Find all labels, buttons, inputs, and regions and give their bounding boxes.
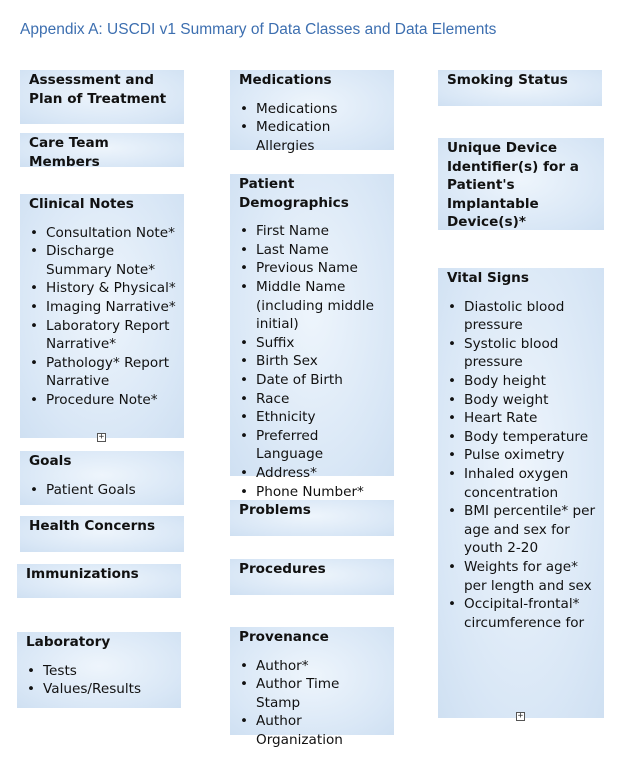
data-class-heading: Laboratory	[26, 634, 111, 650]
data-element-item: • Occipital-frontal* circumference for	[447, 595, 596, 632]
data-element-list	[29, 224, 176, 410]
data-element-item: • Author Time Stamp	[239, 675, 386, 712]
data-class-box-procedures	[230, 559, 394, 595]
data-class-box-clinical-notes	[20, 194, 184, 438]
data-element-item: • Medication Allergies	[239, 118, 386, 155]
data-element-item: • Pulse oximetry	[447, 446, 596, 465]
data-class-heading: Care Team Members	[29, 135, 109, 170]
data-element-item: • Procedure Note*	[29, 391, 176, 410]
data-class-heading: Assessment and Plan of Treatment	[29, 72, 167, 107]
data-element-list	[29, 481, 176, 500]
data-element-item: • Body weight	[447, 391, 596, 410]
data-class-heading: Patient Demographics	[239, 176, 349, 211]
data-element-item: • Laboratory Report Narrative*	[29, 317, 176, 354]
data-class-heading: Procedures	[239, 561, 326, 577]
data-element-list	[26, 662, 173, 699]
data-element-item: • First Name	[239, 222, 386, 241]
data-element-list	[239, 222, 386, 501]
data-class-box-immunizations	[17, 564, 181, 598]
data-class-heading: Smoking Status	[447, 72, 568, 88]
data-element-item: • Author*	[239, 657, 386, 676]
data-element-item: • Imaging Narrative*	[29, 298, 176, 317]
data-element-item: • Last Name	[239, 241, 386, 260]
data-element-item: • Birth Sex	[239, 352, 386, 371]
data-element-item: • Consultation Note*	[29, 224, 176, 243]
data-element-item: • Discharge Summary Note*	[29, 242, 176, 279]
data-element-item: • Ethnicity	[239, 408, 386, 427]
data-element-item: • Race	[239, 390, 386, 409]
data-class-heading: Health Concerns	[29, 518, 156, 534]
data-class-box-patient-demographics	[230, 174, 394, 500]
data-element-item: • Previous Name	[239, 259, 386, 278]
data-class-heading: Vital Signs	[447, 270, 529, 286]
data-element-item: • Tests	[26, 662, 173, 681]
data-class-box-vital-signs	[438, 268, 604, 718]
data-element-item: • Values/Results	[26, 680, 173, 699]
data-class-heading: Provenance	[239, 629, 329, 645]
data-element-item: • Body height	[447, 372, 596, 391]
data-element-item: • Suffix	[239, 334, 386, 353]
page-title: Appendix A: USCDI v1 Summary of Data Classes and Data Elements	[20, 21, 497, 38]
expand-plus-icon[interactable]: +	[98, 432, 105, 442]
data-element-item: • Systolic blood pressure	[447, 335, 596, 372]
data-element-item: • History & Physical*	[29, 279, 176, 298]
data-class-box-laboratory	[17, 632, 181, 708]
data-class-heading: Immunizations	[26, 566, 139, 582]
data-element-item: • Pathology* Report Narrative	[29, 354, 176, 391]
data-element-item: • Heart Rate	[447, 409, 596, 428]
data-element-item: • Medications	[239, 100, 386, 119]
data-element-item: • Body temperature	[447, 428, 596, 447]
data-element-item: • Patient Goals	[29, 481, 176, 500]
data-class-heading: Clinical Notes	[29, 196, 134, 212]
data-element-item: • BMI percentile* per age and sex for youth 2-20	[447, 502, 596, 558]
data-element-list	[239, 657, 386, 750]
data-element-item: • Preferred Language	[239, 427, 386, 464]
data-element-item: • Address*	[239, 464, 386, 483]
data-class-box-care-team-members	[20, 133, 184, 170]
data-class-box-provenance	[230, 627, 394, 748]
data-element-list	[239, 100, 386, 156]
data-element-item: • Author Organization	[239, 712, 386, 749]
data-class-box-problems	[230, 500, 394, 536]
data-element-list	[447, 298, 596, 633]
data-class-box-health-concerns	[20, 516, 184, 552]
data-class-heading: Medications	[239, 72, 332, 88]
data-class-box-smoking-status	[438, 70, 602, 106]
data-element-item: • Weights for age* per length and sex	[447, 558, 596, 595]
data-element-item: • Date of Birth	[239, 371, 386, 390]
data-element-item: • Middle Name (including middle initial)	[239, 278, 386, 334]
data-class-box-unique-device-identifier-s-for-a-patient-s-implantable-device-s	[438, 138, 604, 230]
expand-plus-icon[interactable]: +	[517, 711, 524, 721]
data-class-heading: Unique Device Identifier(s) for a Patient's Implantable Device(s)*	[447, 140, 579, 231]
data-class-box-medications	[230, 70, 394, 154]
data-element-item: • Diastolic blood pressure	[447, 298, 596, 335]
data-element-item: • Inhaled oxygen concentration	[447, 465, 596, 502]
data-element-item: • Phone Number*	[239, 483, 386, 502]
data-class-box-assessment-and-plan-of-treatment	[20, 70, 184, 124]
data-class-box-goals	[20, 451, 184, 505]
data-class-heading: Goals	[29, 453, 72, 469]
data-class-heading: Problems	[239, 502, 311, 518]
